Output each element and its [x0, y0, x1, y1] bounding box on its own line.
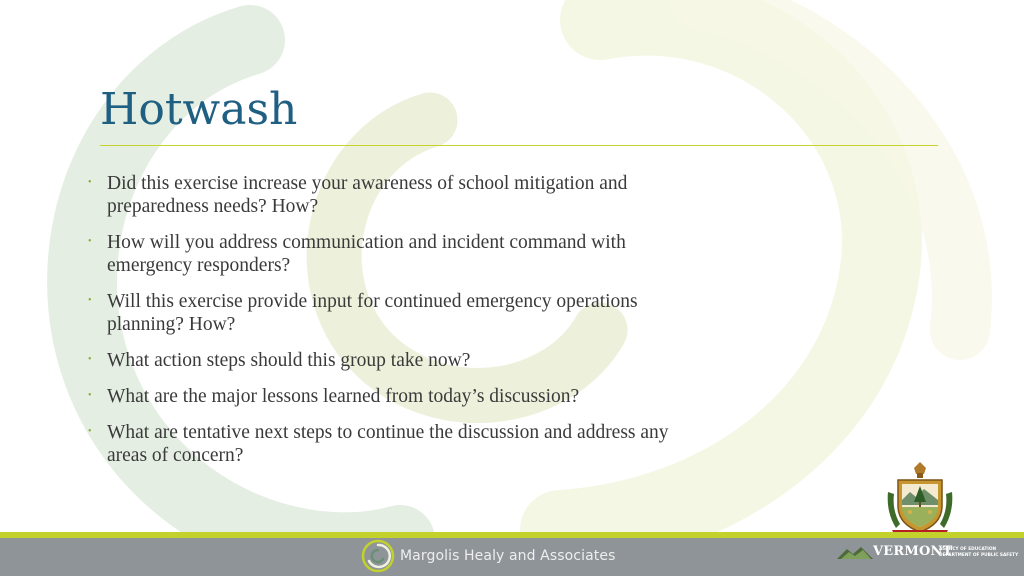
slide-title: Hotwash — [100, 84, 298, 135]
bullet-icon: • — [88, 177, 92, 188]
margolis-healy-logo-icon — [361, 539, 395, 573]
bullet-icon: • — [88, 354, 92, 365]
bullet-item — [88, 172, 708, 218]
bullet-list — [88, 172, 708, 480]
title-divider — [100, 145, 938, 146]
bullet-text: What are the major lessons learned from today’s discussion? — [107, 386, 580, 407]
bullet-text: What are tentative next steps to continue the discussion and address any areas of concern? — [107, 422, 669, 466]
bullet-text: Will this exercise provide input for continued emergency operations planning? How? — [107, 291, 638, 335]
agency-names — [939, 547, 1018, 559]
bullet-text: Did this exercise increase your awareness of school mitigation and preparedness needs? How? — [107, 173, 628, 217]
agency-line-public-safety: DEPARTMENT OF PUBLIC SAFETY — [939, 553, 1019, 558]
bullet-text: What action steps should this group take now? — [107, 350, 471, 371]
bullet-item — [88, 290, 708, 336]
bullet-icon: • — [88, 426, 92, 437]
vermont-seal-icon — [884, 462, 956, 540]
footer-company-name: Margolis Healy and Associates — [400, 548, 616, 564]
bullet-item — [88, 421, 708, 467]
bullet-item — [88, 231, 708, 277]
bullet-icon: • — [88, 236, 92, 247]
bullet-icon: • — [88, 390, 92, 401]
bullet-icon: • — [88, 295, 92, 306]
bullet-item — [88, 385, 708, 408]
vermont-mountain-icon — [837, 545, 873, 561]
agency-line-education: AGENCY OF EDUCATION — [939, 547, 997, 552]
bullet-item — [88, 349, 708, 372]
vermont-wordmark: VERMONT — [873, 544, 953, 559]
bullet-text: How will you address communication and incident command with emergency responders? — [107, 232, 626, 276]
